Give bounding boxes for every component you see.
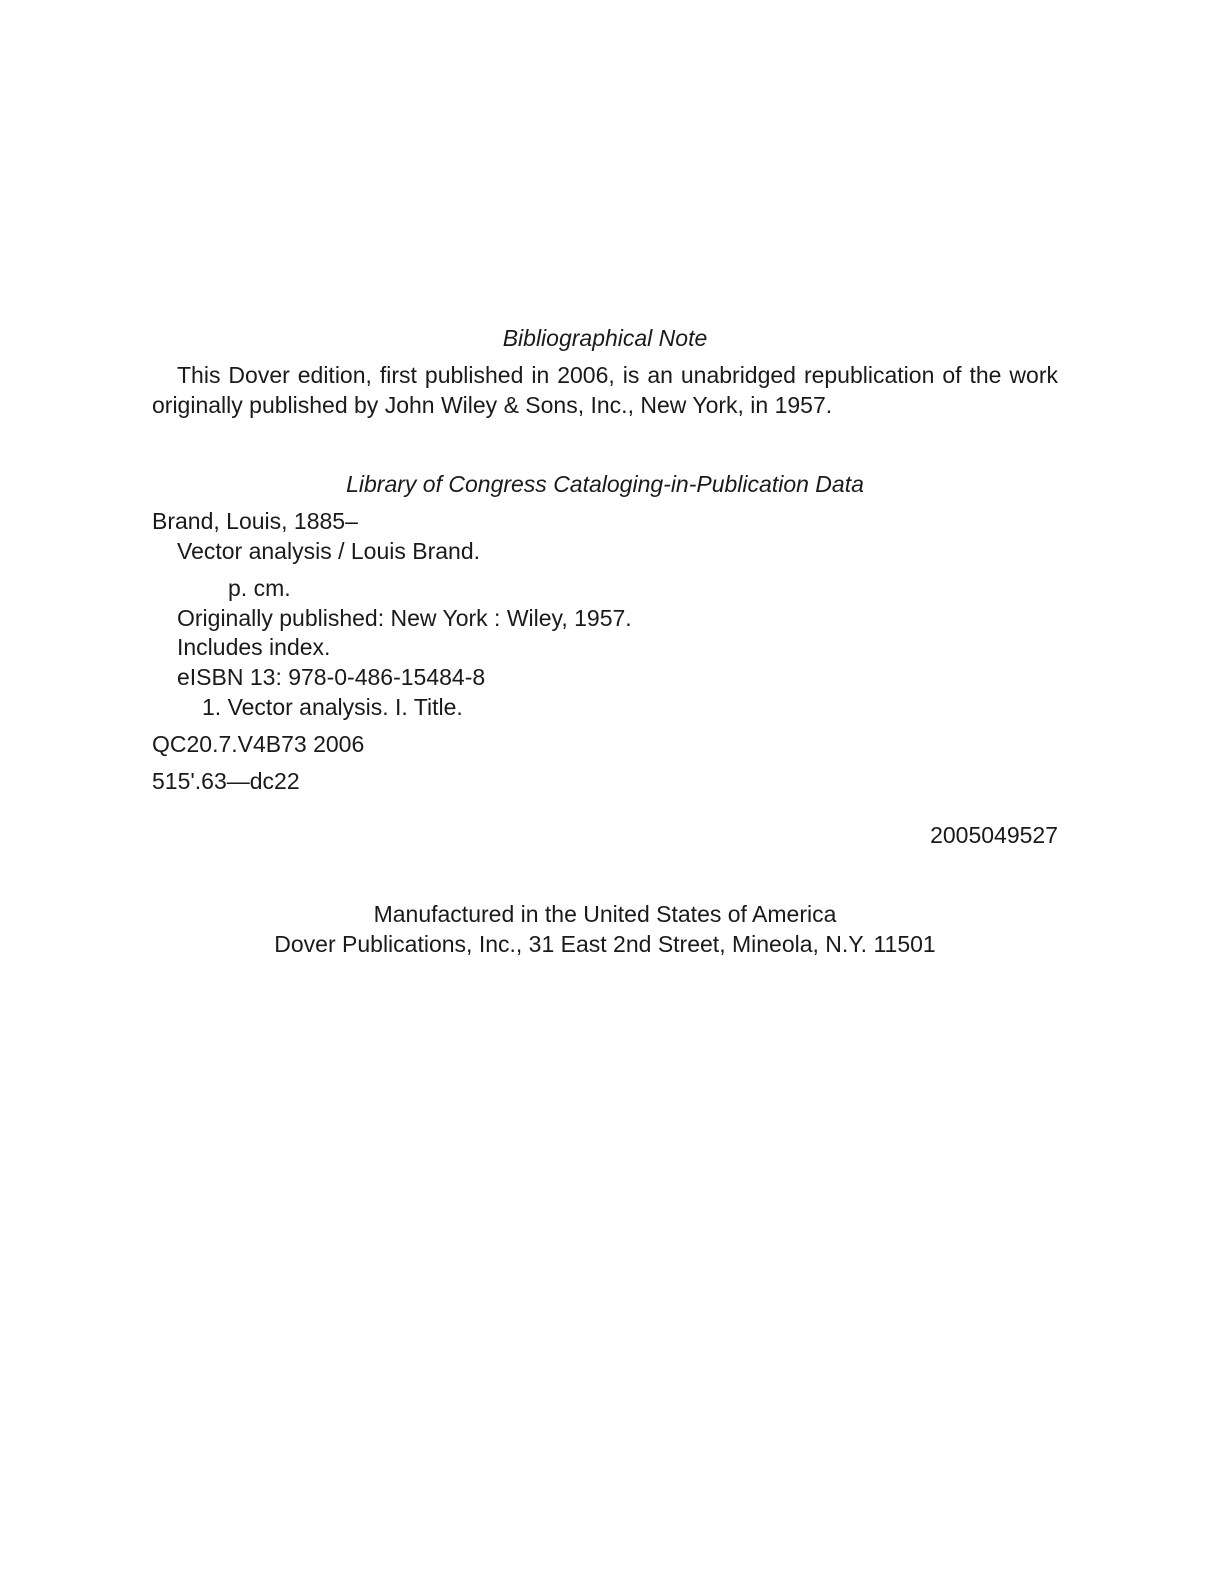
cip-isbn: eISBN 13: 978-0-486-15484-8 xyxy=(177,664,486,690)
cip-lccn: 2005049527 xyxy=(930,822,1058,848)
cip-physical-description: p. cm. xyxy=(228,575,291,601)
manufactured-note: Manufactured in the United States of America xyxy=(373,901,837,927)
bibliographical-note-text: This Dover edition, first published in 2006, is an unabridged republication of the work originally published by John Wiley & Sons, Inc., New York, in 1957. xyxy=(152,362,1058,418)
cip-author: Brand, Louis, 1885– xyxy=(152,508,358,534)
cip-heading: Library of Congress Cataloging-in-Publication Data xyxy=(346,471,864,497)
cip-title-line: Vector analysis / Louis Brand. xyxy=(177,538,480,564)
cip-subjects: 1. Vector analysis. I. Title. xyxy=(202,694,463,720)
publisher-address: Dover Publications, Inc., 31 East 2nd Street, Mineola, N.Y. 11501 xyxy=(274,931,936,957)
cip-original-publication: Originally published: New York : Wiley, 1957. xyxy=(177,605,632,631)
cip-lc-classification: QC20.7.V4B73 2006 xyxy=(152,731,365,757)
bibliographical-note-heading: Bibliographical Note xyxy=(502,325,708,351)
cip-index-note: Includes index. xyxy=(177,634,331,660)
cip-dewey: 515'.63—dc22 xyxy=(152,768,300,794)
